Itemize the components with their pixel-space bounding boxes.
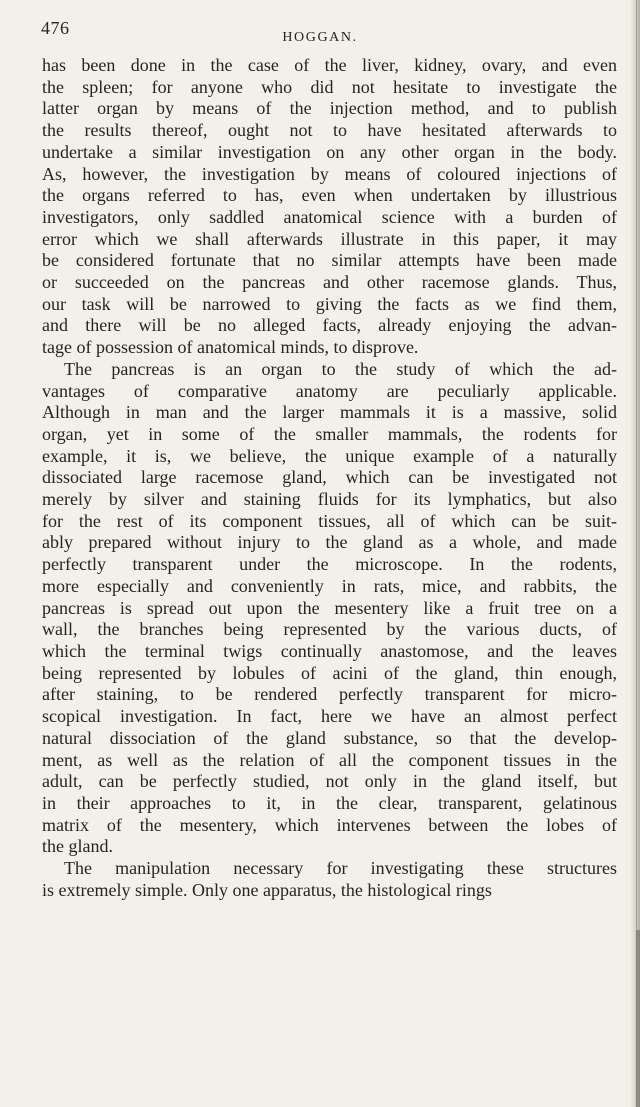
text-line: Although in man and the larger mammals it is a massive, solid [42,402,617,423]
text-line: example, it is, we believe, the unique example of a naturally [42,445,617,466]
text-line: matrix of the mesentery, which intervenes between the lobes of [42,814,617,835]
text-line: error which we shall afterwards illustrate in this paper, it may [42,228,617,249]
text-line: the results thereof, ought not to have hesitated afterwards to [42,120,617,141]
text-line: natural dissociation of the gland substance, so that the develop- [42,727,617,748]
text-line: our task will be narrowed to giving the facts as we find them, [42,293,617,314]
text-line: organ, yet in some of the smaller mammals, the rodents for [42,423,617,444]
text-line: in their approaches to it, in the clear, transparent, gelatinous [42,792,617,813]
text-line: investigators, only saddled anatomical science with a burden of [42,206,617,227]
text-line: scopical investigation. In fact, here we have an almost perfect [42,706,617,727]
text-line: undertake a similar investigation on any other organ in the body. [42,141,617,162]
text-line: more especially and conveniently in rats, mice, and rabbits, the [42,575,617,596]
text-line: or succeeded on the pancreas and other racemose glands. Thus, [42,272,617,293]
text-line: merely by silver and staining fluids for its lymphatics, but also [42,489,617,510]
text-line: the spleen; for anyone who did not hesitate to investigate the [42,76,617,97]
text-line: The pancreas is an organ to the study of which the ad- [64,358,617,379]
text-line: dissociated large racemose gland, which can be investigated not [42,467,617,488]
body-text [42,55,617,901]
text-line: and there will be no alleged facts, already enjoying the advan- [42,315,617,336]
text-line: vantages of comparative anatomy are peculiarly applicable. [42,380,617,401]
text-line: for the rest of its component tissues, all of which can be suit- [42,510,617,531]
text-line: As, however, the investigation by means of coloured injections of [42,163,617,184]
text-line: the organs referred to has, even when undertaken by illustrious [42,185,617,206]
text-line: being represented by lobules of acini of the gland, thin enough, [42,662,617,683]
text-line: adult, can be perfectly studied, not only in the gland itself, but [42,771,617,792]
text-line: the gland. [42,836,113,857]
text-line: is extremely simple. Only one apparatus, the histological rings [42,879,492,900]
page-number: 476 [41,18,70,38]
text-line: tage of possession of anatomical minds, to disprove. [42,337,419,358]
text-line: The manipulation necessary for investigating these structures [64,858,617,879]
text-line: be considered fortunate that no similar attempts have been made [42,250,617,271]
text-line: ably prepared without injury to the gland as a whole, and made [42,532,617,553]
text-line: wall, the branches being represented by the various ducts, of [42,619,617,640]
text-line: pancreas is spread out upon the mesentery like a fruit tree on a [42,597,617,618]
text-line: ment, as well as the relation of all the component tissues in the [42,749,617,770]
text-line: has been done in the case of the liver, kidney, ovary, and even [42,55,617,75]
text-line: latter organ by means of the injection method, and to publish [42,98,617,119]
page-edge-dark [636,930,640,1107]
text-line: after staining, to be rendered perfectly transparent for micro- [42,684,617,705]
running-head: HOGGAN. [282,30,358,45]
text-line: perfectly transparent under the microscope. In the rodents, [42,554,617,575]
text-line: which the terminal twigs continually anastomose, and the leaves [42,640,617,661]
